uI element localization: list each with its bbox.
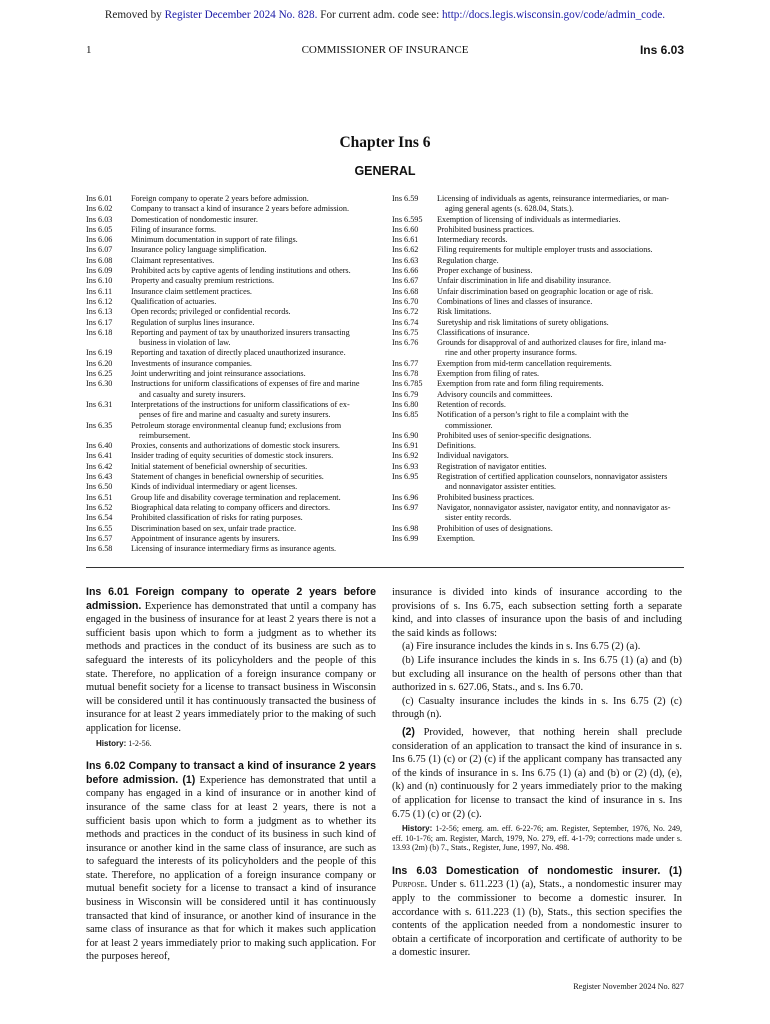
toc-entry-title-continued: reimbursement. — [139, 430, 191, 440]
toc-entry-title: Licensing of insurance intermediary firms as insurance agents. — [131, 544, 337, 554]
s603-heading: Ins 6.03 Domestication of nondomestic insurer. — [392, 864, 661, 877]
s601-history — [86, 739, 376, 749]
toc-entry-title: Combinations of lines and classes of insurance. — [437, 296, 593, 306]
toc-entry-title: Proxies, consents and authorizations of domestic stock insurers. — [131, 441, 340, 451]
toc-entry-number: Ins 6.05 — [86, 224, 113, 234]
toc-entry-title: Classifications of insurance. — [437, 327, 530, 337]
toc-entry-number: Ins 6.41 — [86, 451, 113, 461]
toc-entry-number: Ins 6.63 — [392, 255, 419, 265]
toc-entry — [86, 245, 379, 255]
toc-entry-title-wrap — [437, 287, 685, 297]
toc-entry-number: Ins 6.595 — [392, 214, 423, 224]
toc-entry — [392, 256, 685, 266]
toc-entry-title-wrap — [437, 266, 685, 276]
toc-entry-title: Prohibited classification of risks for rating purposes. — [131, 513, 303, 523]
toc-entry — [392, 431, 685, 441]
toc-entry-title: Statement of changes in beneficial ownership of securities. — [131, 472, 324, 482]
s601-heading: Ins 6.01 Foreign company to operate 2 years before admission. — [86, 586, 376, 612]
toc-entry-title-wrap — [131, 544, 379, 554]
toc-entry-number: Ins 6.43 — [86, 472, 113, 482]
toc-entry-title: Unfair discrimination in life and disability insurance. — [437, 276, 611, 286]
toc-entry-number: Ins 6.01 — [86, 194, 113, 203]
toc-entry-title: Intermediary records. — [437, 235, 508, 245]
toc-entry-number: Ins 6.54 — [86, 513, 113, 523]
toc-entry-number: Ins 6.11 — [86, 286, 113, 296]
s601-history-label: History: — [96, 738, 127, 748]
toc-entry-number: Ins 6.02 — [86, 204, 113, 214]
toc-entry-title-wrap — [437, 276, 685, 286]
toc-entry — [86, 297, 379, 307]
toc-entry-title-wrap — [131, 400, 379, 421]
toc-entry-title-wrap — [131, 451, 379, 461]
toc-entry-number: Ins 6.03 — [86, 214, 113, 224]
toc-entry-title: Regulation charge. — [437, 255, 499, 265]
toc-entry — [86, 235, 379, 245]
toc-entry — [392, 225, 685, 235]
toc-entry-number: Ins 6.59 — [392, 194, 419, 203]
toc-entry — [86, 348, 379, 358]
toc-entry-title: Unfair discrimination based on geographic location or age of risk. — [437, 286, 653, 296]
toc-entry — [86, 256, 379, 266]
toc-entry-title-wrap — [131, 204, 379, 214]
toc-entry-title-wrap — [437, 472, 685, 493]
toc-entry — [86, 194, 379, 204]
toc-entry-title: Individual navigators. — [437, 451, 509, 461]
toc-entry-number: Ins 6.42 — [86, 461, 113, 471]
toc-left-column — [86, 194, 379, 554]
toc-entry — [392, 451, 685, 461]
toc-entry-title-wrap — [437, 318, 685, 328]
toc-entry-title: Prohibited acts by captive agents of lending institutions and others. — [131, 266, 351, 276]
toc-entry-number: Ins 6.58 — [86, 544, 113, 554]
s602-item-a: (a) Fire insurance includes the kinds in s. Ins 6.75 (2) (a). — [402, 641, 641, 653]
toc-entry-title-wrap — [131, 369, 379, 379]
toc-entry — [392, 245, 685, 255]
toc-entry-title: Biographical data relating to company officers and directors. — [131, 502, 331, 512]
toc-entry — [86, 524, 379, 534]
toc-entry-title: Filing requirements for multiple employer trusts and associations. — [437, 245, 653, 255]
toc-entry-title: Discrimination based on sex, unfair trade practice. — [131, 523, 297, 533]
toc-entry-title-wrap — [437, 194, 685, 215]
toc-entry-number: Ins 6.18 — [86, 327, 113, 337]
toc-entry — [86, 462, 379, 472]
toc-entry-title-wrap — [131, 482, 379, 492]
toc-entry-title: Exemption from mid-term cancellation requirements. — [437, 358, 612, 368]
toc-entry-number: Ins 6.30 — [86, 379, 113, 389]
toc-entry-title-wrap — [131, 534, 379, 544]
toc-entry — [86, 534, 379, 544]
banner-prefix: Removed by — [104, 9, 162, 21]
toc-entry — [86, 276, 379, 286]
toc-entry-title: Insurance claim settlement practices. — [131, 286, 252, 296]
toc-entry-title-wrap — [437, 225, 685, 235]
header-title: COMMISSIONER OF INSURANCE — [301, 44, 469, 56]
body-right-column — [392, 586, 682, 960]
toc-entry-number: Ins 6.80 — [392, 399, 419, 409]
toc-entry-title-wrap — [131, 472, 379, 482]
toc-entry-title: Navigator, nonnavigator assister, navigator entity, and nonnavigator as- — [437, 502, 671, 512]
toc-entry-title-continued: business in violation of law. — [139, 338, 231, 348]
toc-entry-number: Ins 6.76 — [392, 338, 419, 348]
toc-entry-title: Proper exchange of business. — [437, 266, 533, 276]
toc-entry-number: Ins 6.75 — [392, 327, 419, 337]
toc-entry-number: Ins 6.68 — [392, 286, 419, 296]
toc-entry-title: Insurance policy language simplification. — [131, 245, 267, 255]
toc-entry — [392, 194, 685, 215]
toc-entry-title-wrap — [131, 235, 379, 245]
toc-entry-title: Insider trading of equity securities of domestic stock insurers. — [131, 451, 334, 461]
toc-entry-title: Exemption from rate and form filing requirements. — [437, 379, 604, 389]
toc-entry — [86, 400, 379, 421]
toc-entry-number: Ins 6.12 — [86, 296, 113, 306]
toc-entry-number: Ins 6.52 — [86, 502, 113, 512]
toc-entry-title-wrap — [131, 503, 379, 513]
toc-entry — [392, 369, 685, 379]
toc-entry-number: Ins 6.79 — [392, 389, 419, 399]
toc-entry-title-wrap — [131, 245, 379, 255]
toc-entry-number: Ins 6.07 — [86, 245, 113, 255]
toc-entry-title-wrap — [437, 256, 685, 266]
toc-entry-title-wrap — [437, 524, 685, 534]
toc-entry-title-continued: and casualty and surety insurers. — [139, 389, 246, 399]
toc-entry-number: Ins 6.13 — [86, 307, 113, 317]
s602-heading: Ins 6.02 Company to transact a kind of insurance 2 years before admission. — [86, 760, 376, 786]
toc-entry-title: Grounds for disapproval of and authorized clauses for fire, inland ma- — [437, 338, 667, 348]
toc-entry-title-wrap — [437, 400, 685, 410]
toc-entry-title-wrap — [131, 421, 379, 442]
toc-entry — [392, 472, 685, 493]
toc-entry-title-wrap — [437, 245, 685, 255]
toc-entry-title-wrap — [437, 503, 685, 524]
toc-entry — [392, 462, 685, 472]
toc-entry-number: Ins 6.35 — [86, 420, 113, 430]
toc-entry-title: Interpretations of the instructions for uniform classifications of ex- — [131, 399, 350, 409]
s602-text-a: Experience has demonstrated that until a company has engaged in a kind of insurance or in another kind of insurance of the same class for at least 2 years, there is not a sufficient basis upon which to form a judgment as to whether its methods and practices in the conduct of its business in such kind of insurance or another kind in the same class of insurance, are such as to safeguard the interests of its policyholders and the people of this state. Therefore, no application of a foreign insurance company or mutual benefit society for a license to transact a kind of insurance business in Wisconsin will be considered until it has continuously transacted that kind of insurance, or another kind of insurance in the same class of insurance as that for which it makes such application for at least 2 years immediately prior to making such application. For the purposes hereof, — [86, 774, 376, 963]
toc-entry — [86, 472, 379, 482]
toc-entry-number: Ins 6.99 — [392, 533, 419, 543]
page-number: 1 — [86, 44, 92, 56]
toc-entry-number: Ins 6.17 — [86, 317, 113, 327]
toc-entry-title-wrap — [131, 441, 379, 451]
toc-entry-title: Registration of navigator entities. — [437, 461, 547, 471]
toc-entry-title-continued: commissioner. — [445, 420, 493, 430]
toc-entry — [86, 215, 379, 225]
toc-entry-number: Ins 6.85 — [392, 410, 419, 420]
toc-entry-title-wrap — [131, 307, 379, 317]
toc-entry-title-wrap — [131, 287, 379, 297]
toc-entry-title-wrap — [131, 493, 379, 503]
s601-paragraph — [86, 586, 376, 736]
s603-purpose: Purpose. — [392, 879, 428, 891]
register-footer: Register November 2024 No. 827 — [573, 982, 684, 991]
toc-entry-title-wrap — [131, 524, 379, 534]
toc-entry — [86, 441, 379, 451]
s602-item-b: (b) Life insurance includes the kinds in s. Ins 6.75 (1) (a) and (b) but excluding all insurance on the health of persons other than that authorized in s. 627.06, Stats., and s. Ins 6.70. — [392, 654, 682, 694]
toc-entry-title-wrap — [131, 215, 379, 225]
toc-entry-number: Ins 6.62 — [392, 245, 419, 255]
s602-text-b: insurance is divided into kinds of insurance according to the provisions of s. Ins 6.75, each subsection setting forth a separate kind, and into classes of insurance upon the basis of and including the said kinds as follows: — [392, 587, 682, 639]
toc-entry-number: Ins 6.96 — [392, 492, 419, 502]
register-link[interactable]: Register December 2024 No. 828. — [164, 9, 318, 21]
toc-entry-number: Ins 6.90 — [392, 430, 419, 440]
toc-entry-title: Group life and disability coverage termination and replacement. — [131, 492, 341, 502]
toc-entry-title-wrap — [131, 297, 379, 307]
toc-entry-title: Prohibited business practices. — [437, 492, 535, 502]
removal-banner — [0, 9, 770, 21]
toc-entry-title: Filing of insurance forms. — [131, 224, 217, 234]
toc-entry-title-wrap — [131, 359, 379, 369]
toc-entry — [86, 503, 379, 513]
chapter-subtitle: GENERAL — [354, 164, 416, 178]
toc-entry-number: Ins 6.98 — [392, 523, 419, 533]
toc-entry-title-wrap — [131, 348, 379, 358]
toc-entry-title-wrap — [131, 379, 379, 400]
toc-entry-title: Initial statement of beneficial ownership of securities. — [131, 461, 308, 471]
toc-entry-title-wrap — [131, 328, 379, 349]
toc-entry-number: Ins 6.93 — [392, 461, 419, 471]
toc-entry-title: Prohibited business practices. — [437, 224, 535, 234]
toc-entry-number: Ins 6.09 — [86, 266, 113, 276]
toc-entry-number: Ins 6.70 — [392, 296, 419, 306]
toc-entry-title-wrap — [131, 194, 379, 204]
admin-code-link[interactable]: http://docs.legis.wisconsin.gov/code/admin_code. — [442, 9, 666, 21]
toc-entry-title-wrap — [131, 225, 379, 235]
toc-entry-title-wrap — [131, 513, 379, 523]
toc-entry — [392, 524, 685, 534]
toc-entry-title-wrap — [131, 256, 379, 266]
toc-entry — [392, 215, 685, 225]
toc-entry — [392, 287, 685, 297]
toc-entry-title: Registration of certified application counselors, nonnavigator assisters — [437, 472, 668, 482]
toc-entry — [86, 513, 379, 523]
toc-entry-title: Instructions for uniform classifications of expenses of fire and marine — [131, 379, 360, 389]
toc-entry — [392, 493, 685, 503]
toc-entry — [86, 482, 379, 492]
body-left-column — [86, 586, 376, 964]
toc-entry-number: Ins 6.78 — [392, 369, 419, 379]
s602-sub2-paragraph — [392, 726, 682, 821]
toc-entry — [86, 287, 379, 297]
toc-entry — [86, 544, 379, 554]
toc-entry-title: Definitions. — [437, 441, 476, 451]
toc-entry — [86, 225, 379, 235]
toc-entry-title-continued: sister entity records. — [445, 513, 512, 523]
toc-entry-title-wrap — [437, 451, 685, 461]
toc-entry-title: Licensing of individuals as agents, reinsurance intermediaries, or man- — [437, 194, 669, 203]
toc-entry-title-wrap — [437, 431, 685, 441]
toc-entry-title: Company to transact a kind of insurance 2 years before admission. — [131, 204, 350, 214]
toc-entry-title-wrap — [437, 338, 685, 359]
s602-history — [392, 824, 682, 853]
toc-entry — [392, 297, 685, 307]
toc-entry-number: Ins 6.74 — [392, 317, 419, 327]
toc-entry-number: Ins 6.50 — [86, 482, 113, 492]
toc-entry-title: Joint underwriting and joint reinsurance associations. — [131, 369, 306, 379]
toc-entry-number: Ins 6.785 — [392, 379, 423, 389]
s603-text: Under s. 611.223 (1) (a), Stats., a nondomestic insurer may apply to the commissioner to become a domestic insurer. In accordance with s. 611.223 (1) (b), Stats., this section specifies the contents of the application needed from a nondomestic insurer to obtain a certificate of incorporation and certificate of authority to be a domestic insurer. — [392, 879, 682, 959]
toc-entry-title: Reporting and payment of tax by unauthorized insurers transacting — [131, 327, 350, 337]
toc-entry — [86, 359, 379, 369]
toc-entry-title-wrap — [131, 276, 379, 286]
toc-entry-number: Ins 6.72 — [392, 307, 419, 317]
toc-entry-title-wrap — [437, 369, 685, 379]
s602-history-text: 1-2-56; emerg. am. eff. 6-22-76; am. Register, September, 1976, No. 249, eff. 10-1-76; am. Register, March, 1979, No. 279, eff. 4-1-79; corrections made under s. 13.93 (2m) (b) 7., Stats., Register, June, 1997, No. 498. — [392, 824, 683, 853]
s602-item-c: (c) Casualty insurance includes the kinds in s. Ins 6.75 (2) (c) through (n). — [392, 695, 682, 721]
toc-entry — [86, 307, 379, 317]
toc-entry — [392, 235, 685, 245]
toc-entry-title-continued: and nonnavigator assister entities. — [445, 482, 556, 492]
toc-entry-title-continued: aging general agents (s. 628.04, Stats.). — [445, 204, 574, 214]
toc-entry — [86, 493, 379, 503]
toc-entry — [392, 410, 685, 431]
toc-right-column — [392, 194, 685, 544]
toc-entry-title-continued: rine and other property insurance forms. — [445, 348, 577, 358]
toc-entry-number: Ins 6.19 — [86, 348, 113, 358]
toc-entry-title: Investments of insurance companies. — [131, 358, 252, 368]
s601-history-text: 1-2-56. — [128, 738, 152, 748]
toc-entry-title: Exemption of licensing of individuals as intermediaries. — [437, 214, 621, 224]
s602-sub2-text: Provided, however, that nothing herein shall preclude consideration of an application to transact the kind of insurance in s. Ins 6.75 (1) (c) or (2) (c) if the applicant company has transacted any of the kinds of insurance in s. Ins 6.75 (1) (a) and (b) or (2) (d), (e), (k) and (n) continuously for 2 years immediately prior to the making of application for license to transact the kind of insurance in s. Ins 6.75 (1) (c) or (2) (c). — [392, 726, 683, 820]
toc-entry — [392, 379, 685, 389]
running-header — [86, 44, 684, 60]
toc-entry-number: Ins 6.95 — [392, 472, 419, 482]
toc-entry-number: Ins 6.10 — [86, 276, 113, 286]
s602-sub1: (1) — [182, 773, 196, 786]
toc-entry-title: Retention of records. — [437, 399, 506, 409]
toc-entry-number: Ins 6.51 — [86, 492, 113, 502]
toc-entry-title: Qualification of actuaries. — [131, 296, 217, 306]
s601-text: Experience has demonstrated that until a company has engaged in the business of insurance for at least 2 years there is not a sufficient basis upon which to form a judgment as to whether its methods and practices in the conduct of its business are such as to safeguard the interests of its policyholders and the people of this state. Therefore, no application of a foreign insurance company or mutual benefit society for a license to transact business in Wisconsin will be considered until it has continuously transacted the business of insurance for at least 2 years immediately prior to the making of such application for license. — [86, 600, 376, 734]
toc-entry-title-wrap — [437, 379, 685, 389]
toc-entry-title: Regulation of surplus lines insurance. — [131, 317, 255, 327]
toc-entry-title-wrap — [437, 493, 685, 503]
toc-entry — [86, 328, 379, 349]
toc-entry-title-wrap — [437, 328, 685, 338]
toc-entry-title: Exemption from filing of rates. — [437, 369, 540, 379]
toc-entry-title: Property and casualty premium restrictions. — [131, 276, 275, 286]
toc-entry-number: Ins 6.91 — [392, 441, 419, 451]
toc-entry-title-wrap — [131, 462, 379, 472]
toc-entry-title: Prohibition of uses of designations. — [437, 523, 553, 533]
toc-entry-number: Ins 6.66 — [392, 266, 419, 276]
toc-entry — [392, 328, 685, 338]
toc-entry-title-wrap — [437, 215, 685, 225]
toc-entry-title: Prohibited uses of senior-specific designations. — [437, 430, 592, 440]
toc-entry-number: Ins 6.25 — [86, 369, 113, 379]
toc-entry-title: Notification of a person’s right to file a complaint with the — [437, 410, 629, 420]
toc-entry-number: Ins 6.20 — [86, 358, 113, 368]
toc-entry — [392, 266, 685, 276]
toc-entry-number: Ins 6.06 — [86, 235, 113, 245]
toc-entry-number: Ins 6.67 — [392, 276, 419, 286]
toc-entry-title: Risk limitations. — [437, 307, 492, 317]
s603-paragraph — [392, 865, 682, 960]
toc-entry-title-wrap — [437, 235, 685, 245]
toc-entry-number: Ins 6.97 — [392, 502, 419, 512]
section-divider — [86, 567, 684, 568]
toc-entry-title-wrap — [131, 318, 379, 328]
toc-entry-title-wrap — [437, 390, 685, 400]
toc-entry-title-wrap — [437, 359, 685, 369]
toc-entry-title-wrap — [437, 534, 685, 544]
toc-entry-title: Petroleum storage environmental cleanup fund; exclusions from — [131, 420, 342, 430]
toc-entry-number: Ins 6.55 — [86, 523, 113, 533]
toc-entry-title: Minimum documentation in support of rate filings. — [131, 235, 298, 245]
toc-entry-title: Kinds of individual intermediary or agent licenses. — [131, 482, 298, 492]
toc-entry — [392, 400, 685, 410]
toc-entry — [86, 451, 379, 461]
toc-entry-title: Reporting and taxation of directly placed unauthorized insurance. — [131, 348, 346, 358]
toc-entry — [392, 503, 685, 524]
header-section: Ins 6.03 — [639, 43, 684, 57]
toc-entry-number: Ins 6.57 — [86, 533, 113, 543]
toc-entry-title-continued: penses of fire and marine and casualty and surety insurers. — [139, 410, 331, 420]
toc-entry-title: Open records; privileged or confidential records. — [131, 307, 291, 317]
toc-entry-title: Exemption. — [437, 533, 475, 543]
toc-entry-title: Foreign company to operate 2 years before admission. — [131, 194, 309, 203]
s602-sub2: (2) — [402, 725, 415, 738]
s602-paragraph — [86, 760, 376, 964]
s603-sub1: (1) — [669, 864, 682, 877]
toc-entry-title-wrap — [131, 266, 379, 276]
toc-entry-number: Ins 6.08 — [86, 255, 113, 265]
toc-entry — [392, 534, 685, 544]
toc-entry-title: Claimant representatives. — [131, 255, 215, 265]
toc-entry-title-wrap — [437, 441, 685, 451]
toc-entry — [86, 421, 379, 442]
toc-entry — [392, 338, 685, 359]
toc-entry — [392, 276, 685, 286]
toc-entry-number: Ins 6.31 — [86, 399, 113, 409]
toc-entry — [86, 204, 379, 214]
s602-history-label: History: — [402, 824, 433, 834]
toc-entry-number: Ins 6.40 — [86, 441, 113, 451]
toc-entry — [392, 307, 685, 317]
toc-entry — [392, 359, 685, 369]
toc-entry-title: Advisory councils and committees. — [437, 389, 553, 399]
toc-entry — [392, 390, 685, 400]
banner-middle: For current adm. code see: — [320, 9, 440, 21]
toc-entry-title-wrap — [437, 462, 685, 472]
toc-entry — [392, 441, 685, 451]
toc-entry-number: Ins 6.60 — [392, 224, 419, 234]
toc-entry-title-wrap — [437, 410, 685, 431]
toc-entry-number: Ins 6.61 — [392, 235, 419, 245]
toc-entry — [392, 318, 685, 328]
toc-entry-number: Ins 6.77 — [392, 358, 419, 368]
toc-entry-title: Appointment of insurance agents by insurers. — [131, 533, 280, 543]
toc-entry-title-wrap — [437, 297, 685, 307]
toc-entry — [86, 318, 379, 328]
toc-entry — [86, 379, 379, 400]
toc-entry — [86, 369, 379, 379]
chapter-title: Chapter Ins 6 — [339, 134, 431, 151]
toc-entry-title: Domestication of nondomestic insurer. — [131, 214, 258, 224]
toc-entry-title-wrap — [437, 307, 685, 317]
toc-entry-title: Suretyship and risk limitations of surety obligations. — [437, 317, 609, 327]
toc-entry — [86, 266, 379, 276]
toc-entry-number: Ins 6.92 — [392, 451, 419, 461]
